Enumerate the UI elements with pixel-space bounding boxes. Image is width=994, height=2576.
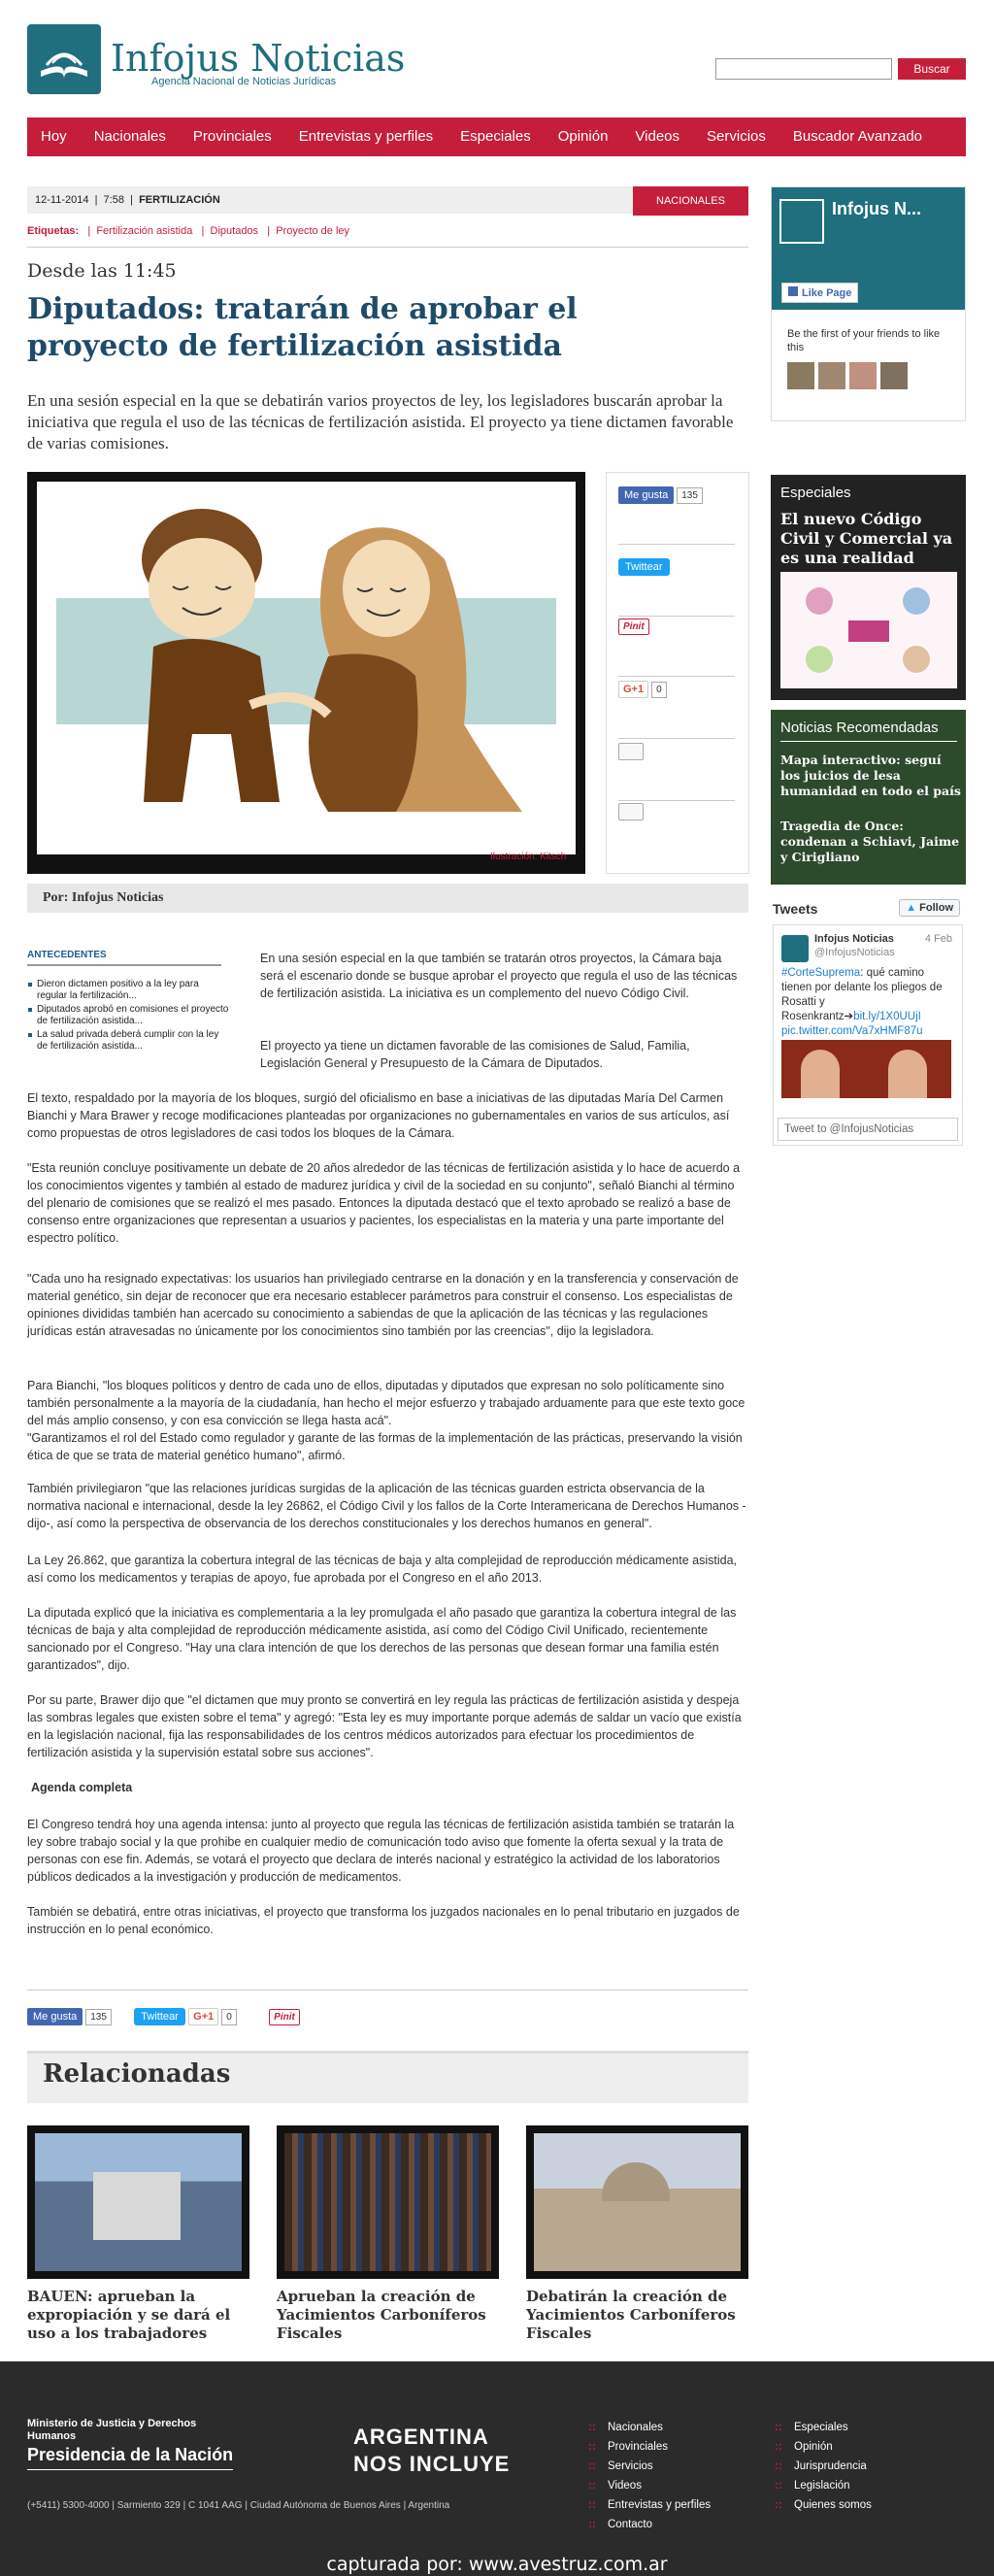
article-info-bar: 12-11-2014 | 7:58 | FERTILIZACIÓN [27,186,748,214]
share-row-email [618,803,735,861]
nav-item-provinciales[interactable]: Provinciales [192,128,272,145]
body-paragraph: El Congreso tendrá hoy una agenda intensa: junto al proyecto que regula las técnicas de fertilización asistida también se tratarán la ley sobre trabajo social y la que prohibe en cualquier medio de comunicación todo aviso que fomente la oferta sexual y la trata de personas con ese fin. Además, se votará el proyecto que declara de interés nacional y estratégico la actividad de los laboratorios públicos dedicados a la investigación y producción de medicamentos. [27,1818,735,1884]
body-paragraph: El texto, respaldado por la mayoría de los bloques, surgió del oficialismo en base a iniciativas de las diputadas María Del Carmen Bianchi y Mara Brawer y recoge modificaciones planteadas por organizaciones no gubernamentales en varios de sus artículos, así como propuestas de otros legisladores de casi todos los bloques de la Cámara. [27,1091,730,1140]
pinterest-button[interactable]: Pinit [269,2009,300,2025]
footer-link[interactable]: :: Servicios [588,2457,653,2476]
gplus-button[interactable]: G+1 [188,2008,218,2025]
tag-link[interactable]: Diputados [210,225,259,237]
tweet-compose-input[interactable]: Tweet to @InfojusNoticias [778,1118,958,1141]
nav-item-entrevistas[interactable]: Entrevistas y perfiles [298,128,434,145]
time-since: Desde las 11:45 [27,260,177,282]
tweet-timeline[interactable] [773,924,963,1146]
follow-button[interactable]: ▲ Follow [899,899,960,917]
footer-link[interactable]: :: Nacionales [588,2418,663,2437]
gplus-count: 0 [221,2009,237,2025]
footer-link[interactable]: :: Jurisprudencia [775,2457,867,2476]
related-image[interactable] [27,2125,249,2279]
body-paragraph: "Cada uno ha resignado expectativas: los usuarios han privilegiado centrarse en la donación y en la transferencia y conservación de material genético, sin dejar de reconocer que era necesario establecer parámetros para construir el consenso. Los especialistas de opiniones divididas también han acercado su conocimiento a sabiendas de que la aplicación de las técnicas y las regulaciones jurídicas están atravesadas no únicamente por los conocimientos sino también por las creencias", dijo la legisladora. [27,1272,739,1338]
article-headline: Diputados: tratarán de aprobar el proyecto de fertilización asistida [27,292,578,363]
share-row-twitter [618,558,735,617]
gplus-button[interactable]: G+1 [618,681,648,698]
article-byline: Por: Infojus Noticias [27,884,748,913]
nav-item-buscador[interactable]: Buscador Avanzado [792,128,923,145]
facebook-friends-text: Be the first of your friends to like this [787,328,941,353]
print-icon[interactable] [618,743,644,760]
nav-item-videos[interactable]: Videos [635,128,680,145]
tweet-link[interactable]: pic.twitter.com/Va7xHMF87u [781,1025,923,1037]
tweet-button[interactable]: Twittear [134,2008,185,2025]
body-paragraph: En una sesión especial en la que también se tratarán otros proyectos, la Cámara baja será el escenario donde se busque aprobar el proyecto que regula el uso de las técnicas de fertilización asistida. La iniciativa es un complemento del nuevo Código Civil. [260,952,738,1000]
divider [27,1990,748,1991]
nav-item-nacionales[interactable]: Nacionales [93,128,166,145]
footer-link[interactable]: :: Especiales [775,2418,848,2437]
divider [27,964,221,966]
facebook-page-widget [771,186,966,421]
antecedentes-title: ANTECEDENTES [27,950,107,960]
tag-link[interactable]: Fertilización asistida [96,225,193,237]
tag-link[interactable]: Proyecto de ley [276,225,350,237]
facebook-icon [788,286,798,296]
body-paragraph: Para Bianchi, "los bloques políticos y dentro de cada uno de ellos, diputadas y diputados que expresan no solo políticamente sino también personalmente a la mayoría de la ciudadanía, han hecho el mejor esfuerzo y trabajado arduamente para que este texto goce del más amplio consenso, y con esa convicción se llega hasta acá". [27,1379,746,1427]
recomendada-link[interactable]: Tragedia de Once: condenan a Schiavi, Jaime y Cirigliano [780,819,960,864]
article-lead: En una sesión especial en la que se debatirán varios proyectos de ley, los legisladores buscarán aprobar la iniciativa que regula el uso de las técnicas de fertilización asistida. El proyecto ya tiene dictamen favorable de varias comisiones. [27,391,734,452]
page-avatar [779,199,824,244]
body-paragraph: El proyecto ya tiene un dictamen favorable de las comisiones de Salud, Familia, Legislación General y Presupuesto de la Cámara de Diputados. [260,1039,690,1070]
site-title[interactable]: Infojus Noticias [111,37,406,80]
section-tag[interactable]: NACIONALES [633,186,748,216]
share-row-gplus [618,681,735,739]
facebook-like-button[interactable]: Me gusta [618,486,674,504]
related-link[interactable]: BAUEN: aprueban la expropiación y se dará el uso a los trabajadores [27,2288,231,2342]
facebook-like-button[interactable]: Me gusta [27,2008,83,2025]
twitter-bird-icon: ▲ [906,902,917,914]
antecedente-link[interactable]: Diputados aprobó en comisiones el proyecto de fertilización asistida... [27,1004,231,1027]
antecedente-link[interactable]: La salud privada deberá cumplir con la ley de fertilización asistida... [27,1029,231,1053]
main-nav [27,117,966,156]
nav-item-servicios[interactable]: Servicios [707,128,766,145]
tweet-date[interactable]: 4 Feb [924,933,952,945]
footer-link[interactable]: :: Quienes somos [775,2495,872,2515]
especiales-widget[interactable] [771,475,966,700]
antecedentes-list [27,979,231,1054]
tweet-avatar[interactable] [781,935,809,962]
divider [780,741,957,742]
share-row-facebook [618,486,735,545]
footer-link[interactable]: :: Entrevistas y perfiles [588,2495,711,2515]
tweet-image[interactable] [781,1040,951,1098]
related-image[interactable] [277,2125,499,2279]
article-date: 12-11-2014 [35,194,89,206]
like-count: 135 [677,487,703,504]
search-input[interactable] [715,58,892,80]
argentina-nos-incluye-logo: ARGENTINA NOS INCLUYE [353,2425,511,2476]
body-paragraph: "Esta reunión concluye positivamente un debate de 20 años alrededor de las técnicas de fertilización asistida y lo hace de acuerdo a los conocimientos vigentes y también al estado de madurez jurídica y civil de la sociedad en su conjunto", señaló Bianchi al término del plenario de comisiones que se realizó el mes pasado. Entonces la diputada destacó que el texto aprobado se realizó a base de consenso entre organizaciones que representan a usuarios y pacientes, los especialistas en la materia y una parte importante del espectro político. [27,1161,741,1245]
twitter-widget [771,895,966,1146]
email-icon[interactable] [618,803,644,820]
related-link[interactable]: Debatirán la creación de Yacimientos Carboníferos Fiscales [526,2288,736,2342]
nav-item-opinion[interactable]: Opinión [557,128,609,145]
share-row-print [618,743,735,801]
tweet-text: #CorteSuprema: qué camino tienen por delante los pliegos de Rosatti y Rosenkrantz➔bit.ly/1X0UUjI pic.twitter.com/Va7xHMF87u [781,967,943,1037]
recomendadas-label: Noticias Recomendadas [780,719,939,736]
tweets-label: Tweets [773,901,818,917]
footer-address: (+5411) 5300-4000 | Sarmiento 329 | C 1041 AAG | Ciudad Autónoma de Buenos Aires | Argentina [27,2500,450,2511]
footer-link[interactable]: :: Provinciales [588,2437,668,2457]
article-subhead: Agenda completa [31,1781,133,1794]
footer-link[interactable]: :: Legislación [775,2476,850,2495]
body-paragraph: La Ley 26.862, que garantiza la cobertura integral de las técnicas de baja y alta complejidad de reproducción médicamente asistida, así como los medicamentos y terapias de apoyo, fue aprobada por el Congreso en el año 2013. [27,1554,738,1585]
tags-label: Etiquetas: [27,225,80,237]
tweet-link[interactable]: bit.ly/1X0UUjI [853,1011,921,1022]
share-row-pinterest [618,619,735,677]
presidencia-logo[interactable]: Presidencia de la Nación [27,2445,233,2470]
article-illustration [27,472,585,874]
related-title: Relacionadas [43,2059,231,2089]
article-tags: Etiquetas: | Fertilización asistida | Diputados | Proyecto de ley [27,225,350,237]
book-logo-icon [27,24,101,94]
recomendadas-widget [771,710,966,885]
facebook-like-page-button[interactable]: Like Page [781,283,858,303]
body-paragraph: La diputada explicó que la iniciativa es complementaria a la ley promulgada el año pasado que garantiza la cobertura integral de las técnicas de baja y alta complejidad de reproducción médicamente asistida, así como del Código Civil Unificado, recientemente sancionado por el Congreso. "Hay una clara intención de que los derechos de las personas que desean formar una familia estén garantizados", dijo. [27,1606,737,1672]
pinterest-button[interactable]: Pinit [618,619,649,635]
especiales-title[interactable]: El nuevo Código Civil y Comercial ya es una realidad [780,510,953,567]
couple-illustration [37,482,576,854]
tweet-hashtag[interactable]: #CorteSuprema [781,967,861,979]
footer-link[interactable]: :: Contacto [588,2515,652,2534]
nav-item-especiales[interactable]: Especiales [460,128,531,145]
bottom-share-bar [27,2008,300,2025]
photo-credit: Ilustración: Kitsch [490,852,567,862]
antecedente-link[interactable]: Dieron dictamen positivo a la ley para regular la fertilización... [27,979,231,1002]
footer-link[interactable]: :: Videos [588,2476,642,2495]
especiales-label: Especiales [780,485,851,501]
ministry-name: Ministerio de Justicia y Derechos Humanos [27,2418,197,2442]
body-paragraph: "Garantizamos el rol del Estado como regulador y garante de las formas de la implementación de las prácticas, preservando la visión ética de que se trata de material genético humano", afirmó. [27,1431,743,1462]
site-subtitle: Agencia Nacional de Noticias Jurídicas [151,76,337,87]
recomendada-link[interactable]: Mapa interactivo: seguí los juicios de lesa humanidad en todo el país [780,753,961,798]
article-category: FERTILIZACIÓN [139,194,220,206]
facebook-page-name[interactable]: Infojus N... [832,199,921,218]
site-logo[interactable] [27,24,101,94]
search-button[interactable]: Buscar [898,58,966,80]
related-image[interactable] [526,2125,748,2279]
article-hour: 7:58 [103,194,124,206]
gplus-count: 0 [651,682,667,698]
related-link[interactable]: Aprueban la creación de Yacimientos Carboníferos Fiscales [277,2288,486,2342]
like-count: 135 [85,2009,112,2025]
divider [27,247,748,248]
tweet-author[interactable]: Infojus Noticias [814,933,894,945]
tweet-handle[interactable]: @InfojusNoticias [814,947,895,958]
capture-credit: capturada por: www.avestruz.com.ar [326,2554,668,2575]
share-panel [606,472,749,874]
friend-avatars [787,362,933,389]
especiales-image[interactable] [780,572,957,688]
footer-link[interactable]: :: Opinión [775,2437,833,2457]
nav-item-hoy[interactable]: Hoy [41,128,67,145]
body-paragraph: También privilegiaron "que las relaciones jurídicas surgidas de la aplicación de las técnicas guarden estricta observancia de la normativa nacional e internacional, desde la ley 26862, el Código Civil y los fallos de la Corte Interamericana de Derechos Humanos -dijo-, así como la perspectiva de observancia de los derechos constitucionales y los derechos humanos en general". [27,1482,746,1530]
tweet-button[interactable]: Twittear [618,558,670,576]
body-paragraph: También se debatirá, entre otras iniciativas, el proyecto que transforma los juzgados nacionales en lo penal tributario en juzgados de instrucción en lo penal económico. [27,1905,740,1936]
body-paragraph: Por su parte, Brawer dijo que "el dictamen que muy pronto se convertirá en ley regula las prácticas de fertilización asistida y despeja las sombras legales que existen sobre el tema" y agregó: "Esta ley es muy importante porque además de saldar un vacío que existía en la legislación nacional, fija las responsabilidades de los centros médicos autorizados para efectuar los procedimientos de fertilización asistida y la supervisión estatal sobre sus acciones". [27,1693,742,1759]
